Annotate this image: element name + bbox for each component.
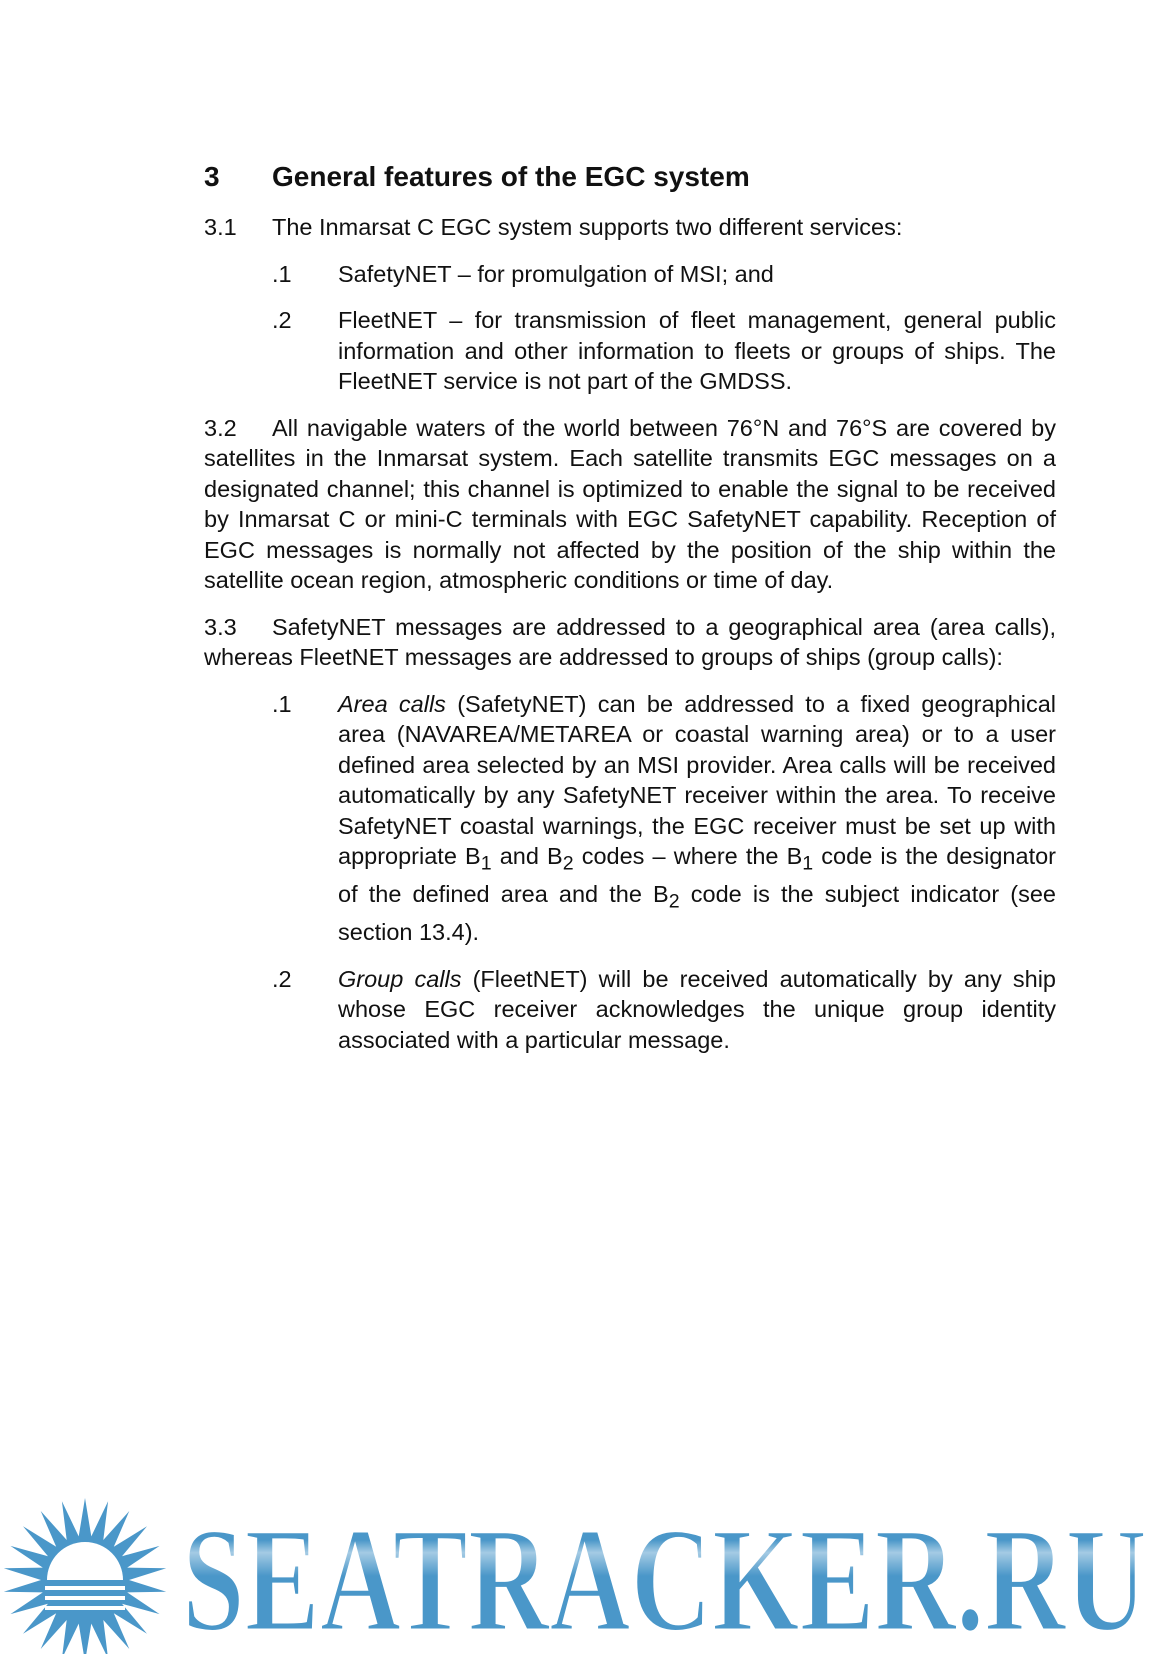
item-number: .1 <box>272 690 292 717</box>
paragraph-number: 3.3 <box>204 613 237 640</box>
item-number: .1 <box>272 260 292 287</box>
list-item-area-calls <box>272 689 1056 948</box>
paragraph-3-2 <box>204 413 1056 596</box>
paragraph-text: SafetyNET messages are addressed to a geographical area (area calls), whereas FleetNET messages are addressed to groups of ships (group calls): <box>204 613 1056 670</box>
item-text <box>338 964 1056 1056</box>
item-text: FleetNET – for transmission of fleet management, general public information and other information to fleets or groups of ships. The FleetNET service is not part of the GMDSS. <box>338 307 1056 394</box>
text-run: codes – where the B <box>573 843 803 869</box>
sun-wave <box>45 1606 125 1610</box>
section-heading <box>204 160 1056 194</box>
paragraph-text: The Inmarsat C EGC system supports two different services: <box>272 214 903 240</box>
list-item <box>272 305 1056 397</box>
item-text: SafetyNET – for promulgation of MSI; and <box>338 260 774 287</box>
item-text <box>338 689 1056 948</box>
item-italic-term: Group calls <box>338 965 462 992</box>
subscript: 1 <box>802 852 814 875</box>
text-run: (SafetyNET) can be addressed to a fixed geographical area (NAVAREA/METAREA or coastal warning area) or to a user defined area selected by an MSI provider. Area calls will be received automatically by any SafetyNET receiver within the area. To receive SafetyNET coastal warnings, the EGC receiver must be set up with appropriate B <box>338 690 1056 869</box>
subscript: 2 <box>668 890 680 913</box>
paragraph-text: All navigable waters of the world between 76°N and 76°S are covered by satellites in the Inmarsat system. Each satellite transmits EGC messages on a designated channel; this channel is optimized to enable the signal to be received by Inmarsat C or mini-C terminals with EGC SafetyNET capability. Reception of EGC messages is normally not affected by the position of the ship within the satellite ocean region, atmospheric conditions or time of day. <box>204 414 1056 593</box>
sun-wave <box>45 1596 125 1600</box>
section-title: General features of the EGC system <box>272 161 750 192</box>
text-run: and B <box>491 843 563 869</box>
text-run: code is the subject indicator (see section 13.4). <box>338 881 1056 946</box>
subscript: 2 <box>562 852 574 875</box>
item-number: .2 <box>272 307 292 333</box>
watermark-highlight <box>182 1540 1147 1576</box>
paragraph-number: 3.2 <box>204 414 237 441</box>
watermark <box>0 1480 1166 1654</box>
item-italic-term: Area calls <box>338 690 446 717</box>
document-content <box>204 160 1056 1071</box>
list-item-group-calls <box>272 964 1056 1056</box>
text-run: code is the designator of the defined area and the B <box>338 843 1056 908</box>
subscript: 1 <box>480 852 492 875</box>
paragraph-3-3 <box>204 612 1056 673</box>
item-number: .2 <box>272 965 292 992</box>
sun-logo-icon <box>4 1498 166 1654</box>
paragraph-number: 3.1 <box>204 214 237 240</box>
paragraph-3-1 <box>204 212 1056 243</box>
section-number: 3 <box>204 161 220 192</box>
list-item <box>272 259 1056 290</box>
sun-wave <box>45 1586 125 1590</box>
text-run: (FleetNET) will be received automatically by any ship whose EGC receiver acknowledges the unique group identity associated with a particular message. <box>338 965 1056 1053</box>
